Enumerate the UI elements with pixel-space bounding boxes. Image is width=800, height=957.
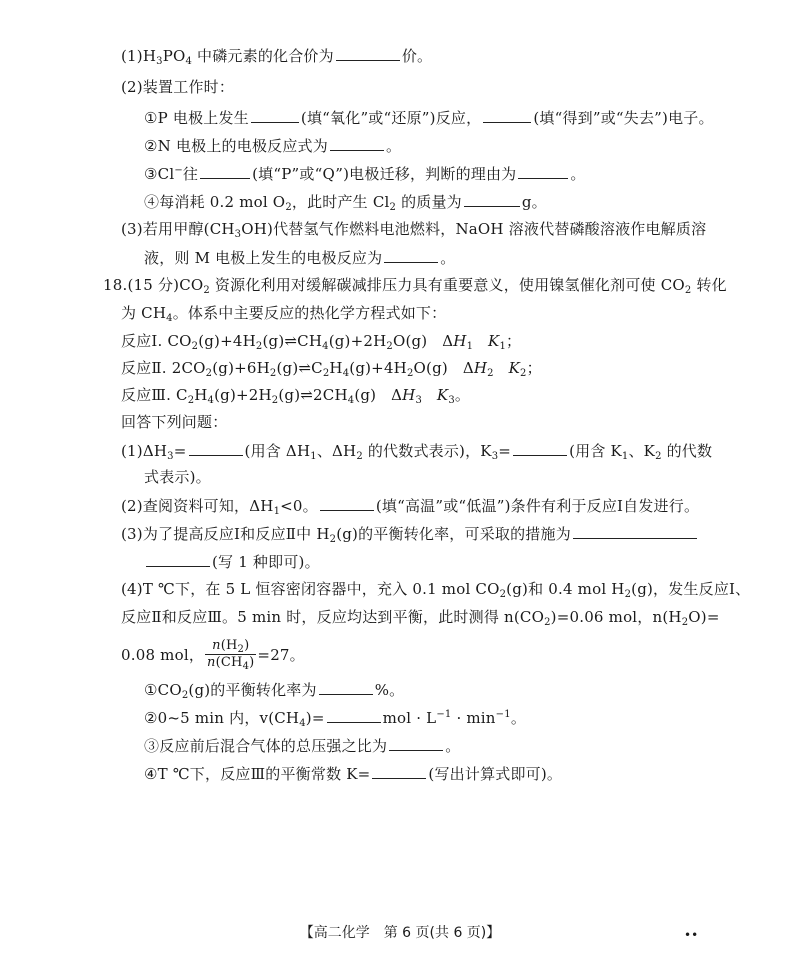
answer-blank[interactable] <box>200 162 250 179</box>
answer-intro: 回答下列问题： <box>121 413 228 431</box>
q18-2: (2)查阅资料可知，$\Delta H_1<0$。 (填“高温”或“低温”)条件有利于反应Ⅰ自发进行。 <box>121 494 699 517</box>
answer-blank[interactable] <box>389 734 443 751</box>
q18-4-sub-1: $①CO_2(g)$的平衡转化率为 %。 <box>144 678 404 701</box>
q18-4-sub-3: ③反应前后混合气体的总压强之比为 。 <box>144 734 460 757</box>
q18-4-ratio: 0.08 mol， $\frac{n(H_2)}{n(CH_4)}$ =27。 <box>121 637 305 672</box>
reaction-1: 反应Ⅰ. $CO_2(g)+4H_2(g)\rightleftharpoons CH_4(g)+2H_2O(g)$ $\Delta H_1$ $K_1$； <box>121 332 522 352</box>
corner-mark: •• <box>684 928 699 942</box>
answer-blank[interactable] <box>513 439 567 456</box>
q18-stem: 18.(15 分)$CO_2$ 资源化利用对缓解碳减排压力具有重要意义，使用镍氢催化剂可使 $CO_2$ 转化 <box>103 276 727 296</box>
q18-4-sub-4: ④T ℃下，反应Ⅲ的平衡常数 K= (写出计算式即可)。 <box>144 762 562 785</box>
answer-blank[interactable] <box>464 190 520 207</box>
q18-1: $(1)\Delta H_3=$ (用含 $\Delta H_1$、$\Delta H_2$ 的代数式表示)，$K_3=$ (用含 $K_1$、$K_2$ 的代数 <box>121 439 712 462</box>
q18-stem-cont: 为 $CH_4$。体系中主要反应的热化学方程式如下： <box>121 304 447 324</box>
ratio-fraction: $\frac{n(H_2)}{n(CH_4)}$ <box>207 637 255 672</box>
q18-4: (4)T ℃下，在 5 L 恒容密闭容器中，充入 0.1 mol $CO_2(g)$和 0.4 mol $H_2(g)$，发生反应Ⅰ、 <box>121 580 751 600</box>
q1-phosphorus-valence: $(1)H_3PO_4$ 中磷元素的化合价为 价。 <box>121 44 432 67</box>
reaction-3: 反应Ⅲ. $C_2H_4(g)+2H_2(g)\rightleftharpoons 2CH_4(g)$ $\Delta H_3$ $K_3$。 <box>121 386 471 406</box>
answer-blank[interactable] <box>319 678 373 695</box>
q18-3: (3)为了提高反应Ⅰ和反应Ⅱ中 $H_2(g)$的平衡转化率，可采取的措施为 <box>121 522 699 545</box>
q18-1-cont: 式表示)。 <box>144 468 211 486</box>
answer-blank[interactable] <box>336 44 400 61</box>
page-footer: 【高二化学 第 6 页(共 6 页)】 <box>299 925 501 941</box>
answer-blank[interactable] <box>372 762 426 779</box>
q18-4-cont: 反应Ⅱ和反应Ⅲ。5 min 时，反应均达到平衡，此时测得 $n(CO_2)=0.06$ mol，$n(H_2O)=$ <box>121 608 720 628</box>
q2-heading: (2)装置工作时： <box>121 78 235 96</box>
answer-blank[interactable] <box>483 106 531 123</box>
q2-item-4: ④每消耗 0.2 mol $O_2$，此时产生 $Cl_2$ 的质量为 g。 <box>144 190 547 213</box>
answer-blank[interactable] <box>518 162 568 179</box>
answer-blank[interactable] <box>189 439 243 456</box>
q18-3-cont: (写 1 种即可)。 <box>144 550 320 573</box>
answer-blank[interactable] <box>320 494 374 511</box>
reaction-2: 反应Ⅱ. $2CO_2(g)+6H_2(g)\rightleftharpoons C_2H_4(g)+4H_2O(g)$ $\Delta H_2$ $K_2$； <box>121 359 542 379</box>
q3-methanol-cont: 液，则 M 电极上发生的电极反应为 。 <box>144 246 456 269</box>
answer-blank[interactable] <box>251 106 299 123</box>
answer-blank[interactable] <box>146 550 210 567</box>
q3-methanol: (3)若用甲醇$(CH_3OH)$代替氢气作燃料电池燃料，NaOH 溶液代替磷酸溶液作电解质溶 <box>121 220 707 240</box>
answer-blank[interactable] <box>573 522 697 539</box>
answer-blank[interactable] <box>330 134 384 151</box>
q18-4-sub-2: ②0~5 min 内，$v(CH_4)=$ mol · $L^{-1} \cdot \min^{-1}$。 <box>144 706 526 729</box>
q2-item-3: ③Cl−往 (填“P”或“Q”)电极迁移，判断的理由为 。 <box>144 162 586 185</box>
q2-item-2: ②N 电极上的电极反应式为 。 <box>144 134 401 157</box>
answer-blank[interactable] <box>384 246 438 263</box>
q2-item-1: ①P 电极上发生 (填“氧化”或“还原”)反应， (填“得到”或“失去”)电子。 <box>144 106 714 129</box>
answer-blank[interactable] <box>327 706 381 723</box>
